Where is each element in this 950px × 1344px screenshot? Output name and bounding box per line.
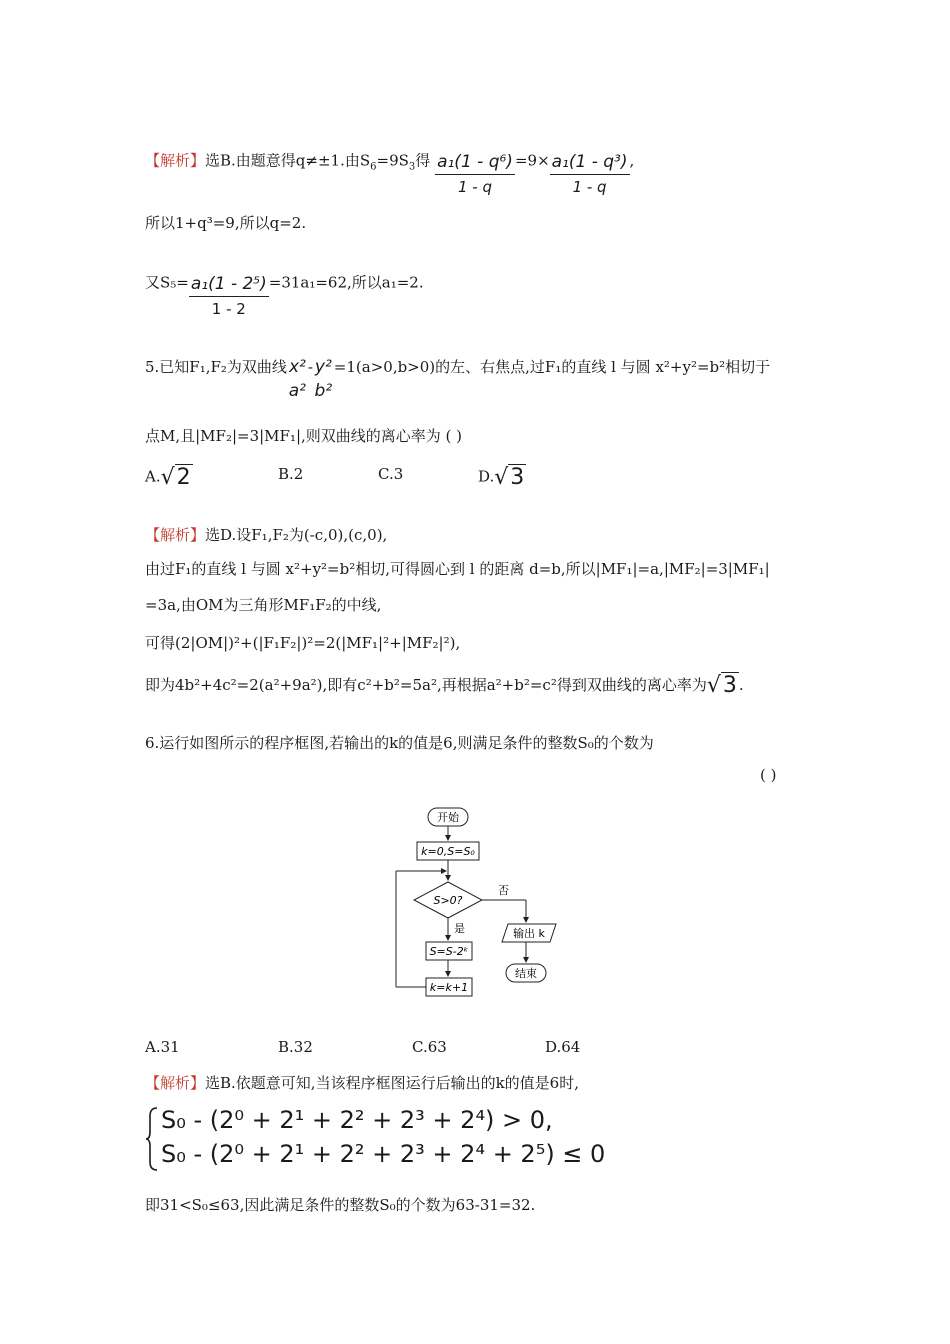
flowchart-output-label: 输出 k (513, 927, 545, 940)
q6-analysis-line2: 即31<S₀≤63,因此满足条件的整数S₀的个数为63-31=32. (145, 1196, 536, 1214)
fraction-numerator: x² (288, 357, 306, 377)
fraction-denominator: 1 - q (435, 174, 515, 197)
fraction (550, 150, 630, 197)
inequality-1: S₀ - (2⁰ + 2¹ + 2² + 2³ + 2⁴) > 0, (161, 1106, 553, 1134)
text: =1(a>0,b>0)的左、右焦点,过F₁的直线 l 与圆 x²+y²=b²相切于 (333, 358, 771, 376)
flowchart-yes-label: 是 (454, 922, 465, 935)
text: , (629, 151, 635, 170)
fraction (287, 355, 308, 401)
q6-answer-paren: ( ) (760, 766, 777, 784)
q5-option-c: C.3 (378, 465, 404, 483)
option-label: D. (478, 467, 495, 486)
analysis-tag: 【解析】 (145, 1074, 206, 1092)
text: 即为4b²+4c²=2(a²+9a²),即有c²+b²=5a²,再根据a²+b²=c²得到双曲线的离心率为 (145, 676, 707, 694)
q5-stem-line2: 点M,且|MF₂|=3|MF₁|,则双曲线的离心率为 ( ) (145, 427, 463, 445)
text: 选D.设F₁,F₂为(-c,0),(c,0), (205, 526, 388, 544)
flowchart (380, 800, 580, 1010)
radicand: 2 (176, 465, 191, 490)
analysis-tag: 【解析】 (145, 526, 206, 544)
q6-option-a: A.31 (145, 1038, 180, 1056)
q4-analysis-line3 (145, 260, 424, 318)
q6-option-d: D.64 (545, 1038, 581, 1056)
q5-option-d (478, 465, 526, 490)
sqrt: √2 (160, 465, 191, 490)
q5-analysis-line2: 由过F₁的直线 l 与圆 x²+y²=b²相切,可得圆心到 l 的距离 d=b,所以|MF₁|=a,|MF₂|=3|MF₁| (145, 560, 770, 578)
radicand: 3 (722, 673, 737, 698)
fraction (189, 272, 269, 319)
text: - (307, 358, 313, 376)
fraction (435, 150, 515, 197)
flowchart-init-label: k=0,S=S₀ (421, 845, 475, 858)
flowchart-start-label: 开始 (437, 811, 459, 824)
text: 选B.依题意可知,当该程序框图运行后输出的k的值是6时, (205, 1074, 579, 1092)
inequality-2: S₀ - (2⁰ + 2¹ + 2² + 2³ + 2⁴ + 2⁵) ≤ 0 (161, 1140, 606, 1168)
q6-option-c: C.63 (412, 1038, 447, 1056)
q4-analysis-line2: 所以1+q³=9,所以q=2. (145, 214, 307, 232)
fraction-numerator: a₁(1 - q³) (551, 152, 628, 172)
text: 选B.由题意得q≠±1.由S (205, 151, 371, 170)
text: =31a₁=62,所以a₁=2. (268, 273, 424, 292)
flowchart-incr-label: k=k+1 (429, 981, 469, 994)
text: 得 (415, 151, 431, 170)
q5-analysis-line3: =3a,由OM为三角形MF₁F₂的中线, (145, 596, 382, 614)
left-brace (145, 1106, 159, 1172)
flowchart-no-label: 否 (498, 884, 509, 897)
text: =9× (514, 151, 550, 170)
fraction (313, 355, 334, 401)
q6-analysis-line1 (145, 1072, 579, 1094)
sqrt: √3 (494, 465, 525, 490)
q5-analysis-line5 (145, 674, 744, 697)
q6-stem: 6.运行如图所示的程序框图,若输出的k的值是6,则满足条件的整数S₀的个数为 (145, 734, 654, 752)
flowchart-update-label: S=S-2ᵏ (429, 945, 469, 958)
q5-option-a (145, 465, 193, 490)
q5-analysis-line4: 可得(2|OM|)²+(|F₁F₂|)²=2(|MF₁|²+|MF₂|²), (145, 634, 461, 652)
fraction-numerator: a₁(1 - q⁶) (437, 152, 513, 172)
text: =9S (376, 151, 409, 170)
radicand: 3 (510, 465, 525, 490)
fraction-denominator: 1 - q (550, 174, 630, 197)
analysis-tag: 【解析】 (145, 151, 206, 170)
fraction-denominator: 1 - 2 (189, 296, 269, 319)
text: 又S₅= (145, 273, 189, 292)
fraction-denominator: b² (314, 381, 333, 401)
text: . (738, 676, 744, 694)
fraction-numerator: a₁(1 - 2⁵) (190, 274, 267, 294)
q5-option-b: B.2 (278, 465, 304, 483)
q6-option-b: B.32 (278, 1038, 313, 1056)
option-label: A. (145, 467, 161, 486)
fraction-numerator: y² (314, 357, 332, 377)
flowchart-decision-label: S>0? (433, 894, 463, 907)
text: 5.已知F₁,F₂为双曲线 (145, 358, 287, 376)
fraction-denominator: a² (288, 381, 306, 401)
q4-analysis-line1: 【解析】选B.由题意得q≠±1.由$S_6=9S_3$得 $\frac{\text{a₁(1 - q⁶)}}{1 - q}$ =9× $\frac{\text{a₁(1 - q³)}}{1 - q}$ , (145, 151, 635, 196)
q5-stem-line1 (145, 345, 771, 401)
flowchart-end-label: 结束 (515, 967, 537, 980)
sqrt: √3 (706, 673, 737, 698)
q5-analysis-line1 (145, 524, 387, 546)
